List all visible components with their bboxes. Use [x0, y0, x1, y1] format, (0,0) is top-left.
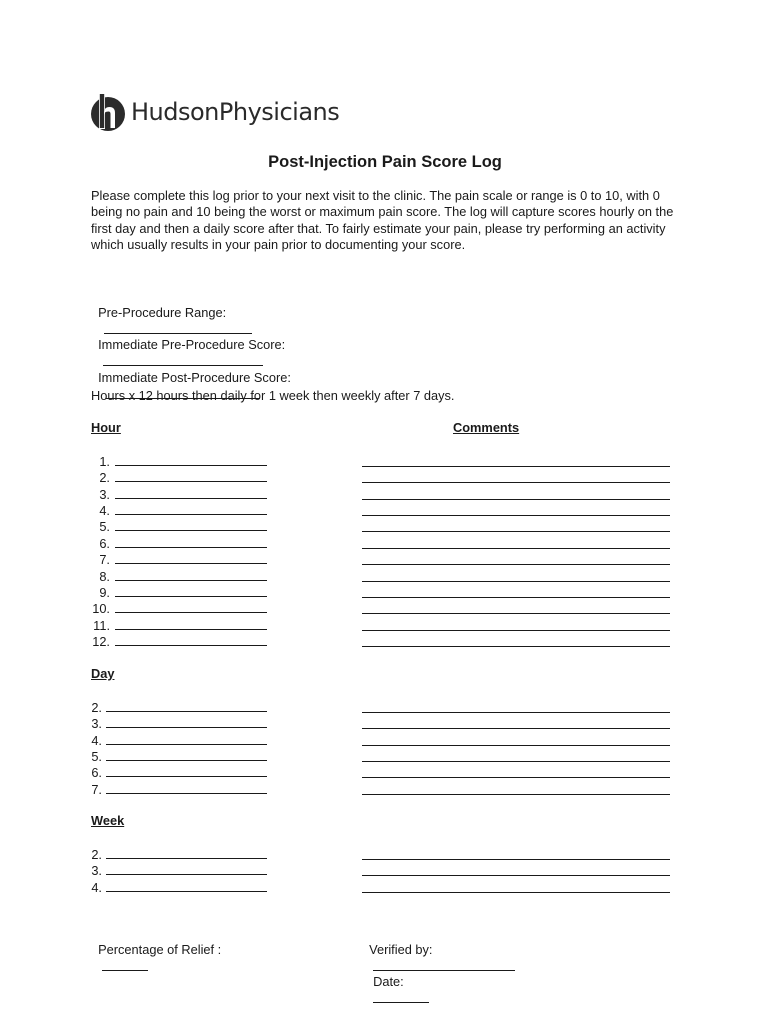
day-row-blank[interactable]: [106, 698, 267, 712]
comment-line[interactable]: [362, 531, 670, 532]
hour-row-blank[interactable]: [115, 485, 267, 499]
hour-row-number: 3.: [99, 486, 110, 502]
day-row-blank[interactable]: [106, 714, 267, 728]
hour-row-blank[interactable]: [115, 583, 267, 597]
week-row[interactable]: [88, 845, 267, 861]
comment-line[interactable]: [362, 613, 670, 614]
week-row-blank[interactable]: [106, 845, 267, 859]
day-row-blank[interactable]: [106, 747, 267, 761]
relief-blank[interactable]: [102, 957, 148, 971]
comment-line[interactable]: [362, 466, 670, 467]
hour-row-blank[interactable]: [115, 550, 267, 564]
hour-row-blank[interactable]: [115, 599, 267, 613]
comment-line[interactable]: [362, 597, 670, 598]
hour-row-number: 9.: [99, 584, 110, 600]
verified-field[interactable]: [362, 927, 515, 1006]
week-row[interactable]: [88, 878, 267, 894]
comment-line[interactable]: [362, 745, 670, 746]
immediate-post-score-label: Immediate Post-Procedure Score:: [98, 370, 291, 385]
day-row-number: 4.: [91, 732, 102, 748]
day-row[interactable]: [88, 747, 267, 763]
day-row-blank[interactable]: [106, 780, 267, 794]
hour-row[interactable]: [88, 468, 267, 484]
week-row-number: 2.: [91, 847, 102, 862]
intro-paragraph: Please complete this log prior to your next visit to the clinic. The pain scale or range is 0 to 10, with 0 being no pain and 10 being the worst or maximum pain score. The log will capture scores hourly on the first day and then a daily score after that. To fairly estimate your pain, please try performing an activity which usually results in your pain prior to documenting your score.: [91, 188, 674, 253]
hour-row-blank[interactable]: [115, 517, 267, 531]
week-heading: Week: [91, 813, 125, 828]
comment-line[interactable]: [362, 712, 670, 713]
relief-label: Percentage of Relief :: [98, 942, 222, 957]
week-row-number: 3.: [91, 863, 102, 879]
hour-row-number: 11.: [93, 617, 110, 633]
hour-row-blank[interactable]: [115, 501, 267, 515]
date-label: Date:: [373, 974, 404, 989]
comment-line[interactable]: [362, 515, 670, 516]
comment-line[interactable]: [362, 482, 670, 483]
comment-line[interactable]: [362, 646, 670, 647]
day-row-blank[interactable]: [106, 731, 267, 745]
hour-row-number: 12.: [92, 633, 110, 649]
hour-row[interactable]: [88, 583, 267, 599]
hour-row-number: 8.: [99, 568, 110, 584]
verified-label: Verified by:: [369, 942, 433, 957]
comment-line[interactable]: [362, 859, 670, 860]
day-row[interactable]: [88, 763, 267, 779]
week-row[interactable]: [88, 861, 267, 877]
comment-line[interactable]: [362, 499, 670, 500]
day-row-number: 7.: [91, 781, 102, 797]
date-blank[interactable]: [373, 989, 429, 1003]
comment-line[interactable]: [362, 564, 670, 565]
day-row-number: 3.: [91, 716, 102, 732]
comment-line[interactable]: [362, 630, 670, 631]
hour-row[interactable]: [88, 567, 267, 583]
comment-line[interactable]: [362, 761, 670, 762]
week-row-blank[interactable]: [106, 861, 267, 875]
hour-row[interactable]: [88, 501, 267, 517]
hour-row-blank[interactable]: [115, 468, 267, 482]
week-row-blank[interactable]: [106, 878, 267, 892]
day-row[interactable]: [88, 714, 267, 730]
relief-field[interactable]: [91, 927, 221, 974]
hour-row-blank[interactable]: [115, 534, 267, 548]
verified-blank[interactable]: [373, 957, 515, 971]
hour-row-number: 1.: [99, 454, 110, 469]
day-row[interactable]: [88, 698, 267, 714]
hour-row[interactable]: [88, 534, 267, 550]
hour-row-number: 4.: [99, 503, 110, 519]
hour-row-blank[interactable]: [115, 616, 267, 630]
comment-line[interactable]: [362, 548, 670, 549]
comment-line[interactable]: [362, 892, 670, 893]
hour-row[interactable]: [88, 599, 267, 615]
comment-line[interactable]: [362, 777, 670, 778]
week-row-number: 4.: [91, 879, 102, 895]
hour-row[interactable]: [88, 517, 267, 533]
schedule-note: Hours x 12 hours then daily for 1 week then weekly after 7 days.: [91, 388, 455, 403]
day-row[interactable]: [88, 780, 267, 796]
hour-row-number: 7.: [99, 552, 110, 568]
day-row-number: 5.: [91, 749, 102, 765]
hour-row-number: 5.: [99, 519, 110, 535]
hour-row-blank[interactable]: [115, 632, 267, 646]
hour-row-blank[interactable]: [115, 567, 267, 581]
comment-line[interactable]: [362, 794, 670, 795]
hour-row[interactable]: [88, 550, 267, 566]
day-row[interactable]: [88, 731, 267, 747]
day-row-number: 2.: [91, 700, 102, 715]
hour-row[interactable]: [88, 616, 267, 632]
page-title: Post-Injection Pain Score Log: [268, 153, 502, 171]
comment-line[interactable]: [362, 581, 670, 582]
hour-row[interactable]: [88, 452, 267, 468]
day-row-number: 6.: [91, 765, 102, 781]
hour-row-blank[interactable]: [115, 452, 267, 466]
logo: [90, 90, 350, 134]
day-row-blank[interactable]: [106, 763, 267, 777]
hour-row-number: 2.: [99, 470, 110, 486]
pre-procedure-range-label: Pre-Procedure Range:: [98, 305, 227, 320]
immediate-pre-score-label: Immediate Pre-Procedure Score:: [98, 337, 286, 352]
hour-row-number: 10.: [92, 601, 110, 617]
hour-heading: Hour: [91, 420, 121, 435]
hour-row-number: 6.: [99, 535, 110, 551]
hour-row[interactable]: [88, 632, 267, 648]
comments-heading: Comments: [453, 420, 520, 435]
logo-text: HudsonPhysicians: [131, 98, 340, 126]
comment-line[interactable]: [362, 728, 670, 729]
comment-line[interactable]: [362, 875, 670, 876]
hour-row[interactable]: [88, 485, 267, 501]
day-heading: Day: [91, 666, 115, 681]
h-monogram-icon: [90, 91, 126, 133]
